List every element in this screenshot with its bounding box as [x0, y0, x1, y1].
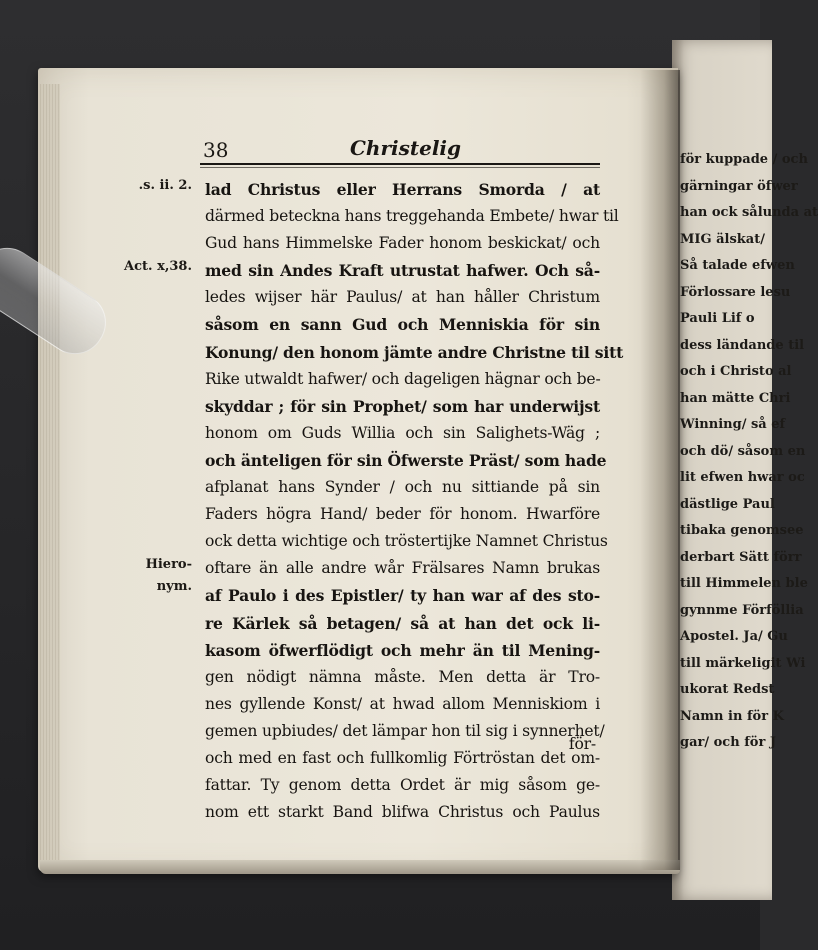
facing-page-line: till Himmelen ble	[680, 576, 808, 591]
book-bottom-edge	[40, 860, 680, 874]
header-rule	[200, 163, 600, 165]
margin-reference-2: Act. x,38.	[124, 259, 192, 274]
body-line: ock detta wichtige och tröstertijke Namnet Christus	[205, 532, 608, 551]
facing-page-line: för kuppade / och	[680, 152, 808, 167]
margin-reference-1: .s. ii. 2.	[138, 178, 192, 193]
body-line: re Kärlek så betagen/ så at han det ock li-	[205, 613, 600, 633]
facing-page-line: ukorat Redst	[680, 682, 775, 697]
body-line: Konung/ den honom jämte andre Christne til sitt	[205, 342, 624, 362]
facing-page-line: och i Christo al	[680, 364, 792, 379]
body-text	[205, 176, 624, 826]
catchword: för-	[568, 735, 596, 753]
body-line: nom ett starkt Band blifwa Christus och Paulus	[205, 803, 600, 822]
body-line: Rike utwaldt hafwer/ och dageligen hägnar och be-	[205, 369, 601, 388]
body-line: ledes wijser här Paulus/ at han håller Christum	[205, 288, 600, 307]
facing-page-line: Pauli Lif o	[680, 311, 755, 326]
facing-page-line: MIG älskat/	[680, 231, 765, 247]
facing-page-line: och dö/ såsom en	[680, 443, 806, 459]
facing-page-line: Winning/ så ef	[680, 417, 786, 432]
body-line: honom om Guds Willia och sin Salighets-Wäg ;	[205, 423, 600, 442]
body-line: af Paulo i des Epistler/ ty han war af des sto-	[205, 586, 600, 606]
body-line: gen nödigt nämna måste. Men detta är Tro-	[205, 667, 600, 686]
header-rule-thin	[200, 167, 600, 168]
body-line: Gud hans Himmelske Fader honom beskickat/ och	[205, 234, 600, 253]
body-line: gemen upbiudes/ det lämpar hon til sig i synnerhet/	[205, 721, 605, 740]
body-line: såsom en sann Gud och Menniskia för sin	[205, 315, 600, 335]
page-edges	[38, 84, 60, 864]
facing-page-line: tibaka genomsee	[680, 523, 804, 538]
facing-page-line: gynnme Förföllia	[680, 602, 804, 618]
body-line: fattar. Ty genom detta Ordet är mig såsom ge-	[205, 776, 600, 795]
facing-page-line: han mätte Chri	[680, 390, 791, 406]
body-line: Faders högra Hand/ beder för honom. Hwarföre	[205, 505, 600, 524]
margin-author-1: Hiero-	[145, 557, 192, 572]
body-line: oftare än alle andre wår Frälsares Namn brukas	[205, 559, 600, 578]
body-line: lad Christus eller Herrans Smorda / at	[205, 180, 600, 199]
margin-author-2: nym.	[156, 579, 192, 594]
body-line: och änteligen för sin Öfwerste Präst/ som hade	[205, 450, 607, 470]
facing-page-line: lit efwen hwar oc	[680, 470, 805, 485]
facing-page-line: dästlige Paul	[680, 496, 775, 512]
body-line: afplanat hans Synder / och nu sittiande på sin	[205, 478, 600, 497]
body-line: nes gyllende Konst/ at hwad allom Menniskiom i	[205, 694, 600, 713]
facing-page-line: gärningar öfwer	[680, 178, 798, 194]
body-line: med sin Andes Kraft utrustat hafwer. Och så-	[205, 261, 600, 281]
body-line: kasom öfwerflödigt och mehr än til Mening-	[205, 640, 600, 660]
running-head: Christelig	[350, 136, 461, 160]
facing-page-line: Apostel. Ja/ Gu	[680, 629, 788, 644]
body-line: och med en fast och fullkomlig Förtröstan det om-	[205, 748, 600, 767]
page-number: 38	[203, 138, 229, 162]
facing-page-line: han ock sålunda at	[680, 205, 818, 220]
facing-page-line: Namn in för K	[680, 708, 784, 724]
facing-page-line: dess ländande til	[680, 337, 805, 353]
body-line: därmed beteckna hans treggehanda Embete/ hwar til	[205, 207, 619, 226]
facing-page-line: gar/ och för J	[680, 735, 776, 750]
body-line: skyddar ; för sin Prophet/ som har underwijst	[205, 396, 600, 416]
gutter-shadow	[640, 70, 680, 870]
facing-page-line: Förlossare lesu	[680, 284, 791, 300]
facing-page-line: Så talade efwen	[680, 258, 795, 273]
facing-page-line: till märkeligit Wi	[680, 655, 806, 671]
facing-page-line: derbart Sätt förr	[680, 549, 802, 565]
